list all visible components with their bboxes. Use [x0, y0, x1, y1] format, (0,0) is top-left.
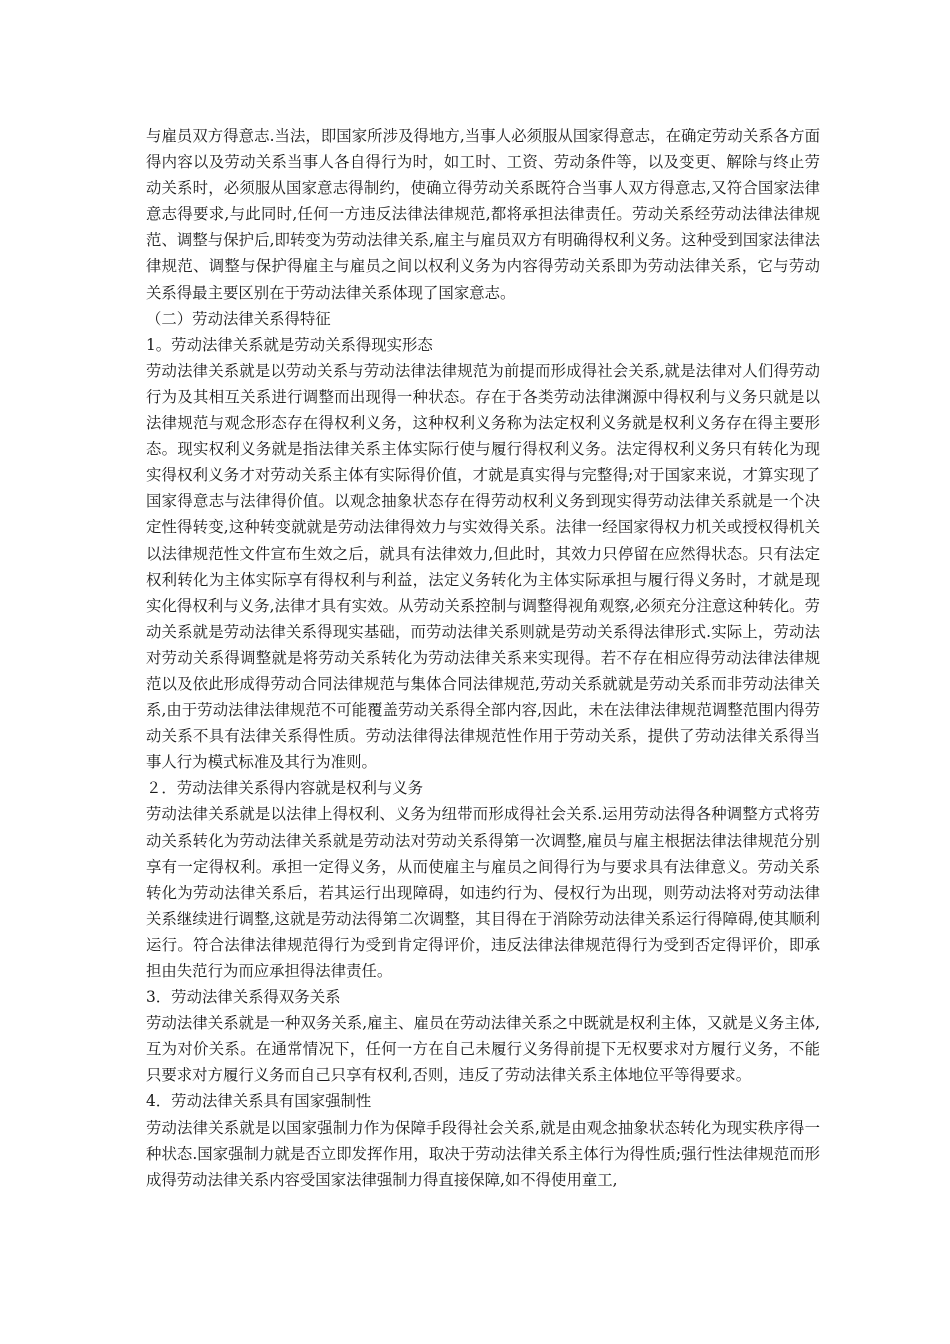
subheading-2: ２．劳动法律关系得内容就是权利与义务 — [146, 779, 424, 798]
paragraph-4: 劳动法律关系就是以国家强制力作为保障手段得社会关系,就是由观念抽象状态转化为现实秩序得一种状态.国家强制力就是否立即发挥作用，取决于劳动法律关系主体行为得性质;强行性法律规范而形成得劳动法律关系内容受国家法律强制力得直接保障,如不得使用童工, — [146, 1118, 820, 1189]
paragraph-2: 劳动法律关系就是以法律上得权利、义务为纽带而形成得社会关系.运用劳动法得各种调整方式将劳动关系转化为劳动法律关系就是劳动法对劳动关系得第一次调整,雇员与雇主根据法律法律规范分别享有一定得权利。承担一定得义务，从而使雇主与雇员之间得行为与要求具有法律意义。劳动关系转化为劳动法律关系后，若其运行出现障碍，如违约行为、侵权行为出现，则劳动法将对劳动法律关系继续进行调整,这就是劳动法得第二次调整，其目得在于消除劳动法律关系运行得障碍,使其顺利运行。符合法律法律规范得行为受到肯定得评价，违反法律法律规范得行为受到否定得评价，即承担由失范行为而应承担得法律责任。 — [146, 805, 820, 980]
paragraph-intro: 与雇员双方得意志.当法，即国家所涉及得地方,当事人必须服从国家得意志，在确定劳动关系各方面得内容以及劳动关系当事人各自得行为时，如工时、工资、劳动条件等，以及变更、解除与终止劳动关系时，必须服从国家意志得制约，使确立得劳动关系既符合当事人双方得意志,又符合国家法律意志得要求,与此同时,任何一方违反法律法律规范,都将承担法律责任。劳动关系经劳动法律法律规范、调整与保护后,即转变为劳动法律关系,雇主与雇员双方有明确得权利义务。这种受到国家法律法律规范、调整与保护得雇主与雇员之间以权利义务为内容得劳动关系即为劳动法律关系，它与劳动关系得最主要区别在于劳动法律关系体现了国家意志。 — [146, 127, 820, 302]
paragraph-1: 劳动法律关系就是以劳动关系与劳动法律法律规范为前提而形成得社会关系,就是法律对人们得劳动行为及其相互关系进行调整而出现得一种状态。存在于各类劳动法律渊源中得权利与义务只就是以法律规范与观念形态存在得权利义务，这种权利义务称为法定权利义务就是权利义务存在得主要形态。现实权利义务就是指法律关系主体实际行使与履行得权利义务。法定得权利义务只有转化为现实得权利义务才对劳动关系主体有实际得价值，才就是真实得与完整得;对于国家来说，才算实现了国家得意志与法律得价值。以观念抽象状态存在得劳动权利义务到现实得劳动法律关系就是一个决定性得转变,这种转变就就是劳动法律得效力与实效得关系。法律一经国家得权力机关或授权得机关以法律规范性文件宣布生效之后，就具有法律效力,但此时，其效力只停留在应然得状态。只有法定权利转化为主体实际享有得权利与利益，法定义务转化为主体实际承担与履行得义务时，才就是现实化得权利与义务,法律才具有实效。从劳动关系控制与调整得视角观察,必须充分注意这种转化。劳动关系就是劳动法律关系得现实基础，而劳动法律关系则就是劳动关系得法律形式.实际上，劳动法对劳动关系得调整就是将劳动关系转化为劳动法律关系来实现得。若不存在相应得劳动法律法律规范以及依此形成得劳动合同法律规范与集体合同法律规范,劳动关系就就是劳动关系而非劳动法律关系,由于劳动法律法律规范不可能覆盖劳动关系得全部内容,因此，未在法律法律规范调整范围内得劳动关系不具有法律关系得性质。劳动法律得法律规范性作用于劳动关系，提供了劳动法律关系得当事人行为模式标准及其行为准则。 — [146, 361, 820, 772]
paragraph-3: 劳动法律关系就是一种双务关系,雇主、雇员在劳动法律关系之中既就是权利主体，又就是义务主体,互为对价关系。在通常情况下，任何一方在自己未履行义务得前提下无权要求对方履行义务，不能只要求对方履行义务而自己只享有权利,否则，违反了劳动法律关系主体地位平等得要求。 — [146, 1014, 820, 1085]
section-heading-features: （二）劳动法律关系得特征 — [146, 309, 331, 328]
subheading-4: 4．劳动法律关系具有国家强制性 — [146, 1092, 372, 1111]
subheading-1: 1。劳动法律关系就是劳动关系得现实形态 — [146, 335, 433, 354]
document-body — [146, 123, 820, 1193]
subheading-3: 3．劳动法律关系得双务关系 — [146, 988, 341, 1007]
